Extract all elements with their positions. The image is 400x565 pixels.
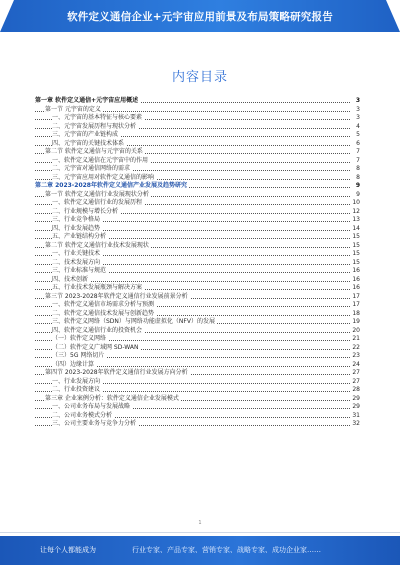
toc-entry[interactable] (35, 361, 360, 370)
toc-entry-title: 二、公司业务模式分析 (52, 411, 113, 419)
toc-entry[interactable] (35, 327, 360, 336)
toc-entry-title: 三、元宇宙应用对软件定义通信的影响 (52, 173, 155, 181)
toc-entry-page: 9 (350, 182, 360, 191)
footer-banner (0, 536, 400, 565)
toc-entry-page: 13 (350, 216, 360, 225)
toc-entry-page: 8 (350, 174, 360, 183)
toc-entry-page: 10 (350, 199, 360, 208)
toc-entry-title: 三、元宇宙的产业链构成 (52, 131, 119, 138)
toc-entry-title: 一、元宇宙的基本特征与核心要素 (52, 114, 143, 121)
toc-entry[interactable] (35, 420, 360, 429)
toc-entry-title: 第二节 软件定义通信与元宇宙的关系 (45, 148, 143, 155)
toc-entry-title: （四）边缘计算 (52, 360, 95, 368)
toc-entry-page: 29 (350, 395, 360, 404)
toc-entry-page: 21 (350, 335, 360, 344)
toc-entry[interactable] (35, 395, 360, 404)
toc-entry-page: 20 (350, 327, 360, 336)
toc-entry-page: 7 (350, 157, 360, 166)
table-of-contents (35, 97, 360, 429)
toc-entry-title: 四、技术创新 (52, 275, 89, 283)
toc-entry-page: 8 (350, 165, 360, 174)
toc-entry-page: 22 (350, 344, 360, 353)
toc-entry-title: 二、元宇宙发展历程与现状分析 (52, 122, 137, 130)
toc-entry-title: 二、元宇宙对通信网络的需求 (52, 165, 131, 172)
header-banner (0, 0, 400, 32)
toc-entry-page: 3 (350, 106, 360, 115)
toc-entry-title: 四、行业发展趋势 (52, 224, 101, 232)
toc-entry[interactable] (35, 174, 360, 183)
toc-entry-title: 一、软件定义通信在元宇宙中的作用 (52, 156, 149, 164)
toc-entry[interactable] (35, 412, 360, 421)
toc-entry[interactable] (35, 123, 360, 132)
toc-entry[interactable] (35, 310, 360, 319)
toc-entry[interactable] (35, 284, 360, 293)
toc-entry-page: 27 (350, 369, 360, 378)
toc-entry-page: 17 (350, 293, 360, 302)
footer-lead: 让每个人都能成为 (40, 546, 96, 554)
toc-entry[interactable] (35, 131, 360, 140)
toc-entry[interactable] (35, 157, 360, 166)
toc-entry[interactable] (35, 114, 360, 123)
toc-entry[interactable] (35, 165, 360, 174)
toc-entry-page: 4 (350, 123, 360, 132)
toc-entry[interactable] (35, 148, 360, 157)
toc-entry[interactable] (35, 140, 360, 149)
toc-entry-title: （一）软件定义网络 (52, 335, 107, 342)
toc-entry[interactable] (35, 318, 360, 327)
toc-entry-page: 5 (350, 131, 360, 140)
toc-entry[interactable] (35, 199, 360, 208)
page-number: 1 (198, 520, 202, 526)
toc-entry[interactable] (35, 335, 360, 344)
toc-entry[interactable] (35, 369, 360, 378)
toc-entry-title: 第一节 软件定义通信行业发展现状分析 (45, 190, 149, 198)
toc-entry-page: 15 (350, 259, 360, 268)
toc-entry-page: 28 (350, 386, 360, 395)
toc-entry[interactable] (35, 225, 360, 234)
toc-entry-title: 一、软件定义通信行业的发展历程 (52, 199, 143, 206)
toc-entry-title: 一、行业关键技术 (52, 250, 101, 257)
toc-entry-page: 12 (350, 208, 360, 217)
toc-entry-title: 二、行业规模与增长分析 (52, 207, 119, 215)
toc-entry[interactable] (35, 182, 360, 191)
toc-entry[interactable] (35, 378, 360, 387)
toc-entry-title: 第二节 软件定义通信行业技术发展现状 (45, 241, 149, 249)
toc-entry-page: 16 (350, 267, 360, 276)
toc-entry-title: 五、行业技术发展瓶颈与解决方案 (52, 284, 143, 291)
toc-entry-page: 15 (350, 242, 360, 251)
report-title: 软件定义通信企业+元宇宙应用前景及布局策略研究报告 (67, 11, 333, 23)
toc-entry[interactable] (35, 276, 360, 285)
toc-entry-title: 第一节 元宇宙的定义 (45, 105, 101, 113)
toc-entry-title: 三、公司主要业务与竞争力分析 (52, 420, 137, 427)
toc-entry-page: 29 (350, 403, 360, 412)
toc-entry-page: 15 (350, 233, 360, 242)
toc-entry-page: 7 (350, 148, 360, 157)
toc-entry-title: 第一章 软件定义通信+元宇宙应用概述 (35, 97, 139, 104)
toc-entry[interactable] (35, 97, 360, 106)
toc-entry[interactable] (35, 208, 360, 217)
toc-entry-title: 三、行业竞争格局 (52, 216, 101, 223)
toc-entry-title: 二、行业投资建议 (52, 386, 101, 393)
toc-entry-title: （三）5G 网络切片 (52, 352, 105, 359)
toc-entry[interactable] (35, 403, 360, 412)
toc-entry-title: 第四节 2023-2028年软件定义通信行业发展方向分析 (45, 369, 188, 376)
toc-entry-title: 二、软件定义通信技术发展与创新趋势 (52, 309, 155, 317)
toc-entry-page: 9 (350, 191, 360, 200)
toc-entry-title: 四、软件定义通信行业的投资机会 (52, 326, 143, 334)
toc-entry-title: 第三章 企业案例分析：软件定义通信企业发展模式 (45, 394, 179, 402)
toc-entry[interactable] (35, 352, 360, 361)
toc-entry[interactable] (35, 191, 360, 200)
toc-entry-title: 二、技术发展方向 (52, 258, 101, 266)
toc-entry-page: 19 (350, 318, 360, 327)
toc-entry-title: 第三节 2023-2028年软件定义通信行业发展前景分析 (45, 292, 188, 300)
toc-entry-title: 五、产业链结构分析 (52, 233, 107, 240)
toc-entry-page: 24 (350, 361, 360, 370)
toc-entry-page: 3 (350, 97, 360, 106)
toc-entry[interactable] (35, 386, 360, 395)
toc-entry[interactable] (35, 233, 360, 242)
toc-entry-page: 27 (350, 378, 360, 387)
toc-entry-page: 18 (350, 310, 360, 319)
footer-divider (0, 532, 400, 533)
toc-heading: 内容目录 (171, 70, 228, 85)
toc-entry[interactable] (35, 259, 360, 268)
toc-entry-page: 6 (350, 140, 360, 149)
toc-entry-title: 一、行业发展方向 (52, 377, 101, 385)
toc-entry-title: 三、软件定义网络（SDN）与网络功能虚拟化（NFV）的发展 (52, 318, 215, 325)
toc-entry[interactable] (35, 267, 360, 276)
toc-entry[interactable] (35, 106, 360, 115)
toc-entry-title: 三、行业标准与规范 (52, 267, 107, 274)
toc-entry-title: 第二章 2023-2028年软件定义通信产业发展及趋势研究 (35, 182, 187, 189)
footer-tail: 行业专家、产品专家、营销专家、战略专家、成功企业家…… (132, 546, 321, 554)
toc-entry-page: 32 (350, 420, 360, 429)
toc-entry[interactable] (35, 293, 360, 302)
toc-entry[interactable] (35, 301, 360, 310)
toc-entry-page: 17 (350, 301, 360, 310)
toc-entry-title: 一、软件定义通信市场需求分析与预测 (52, 301, 155, 308)
toc-entry[interactable] (35, 250, 360, 259)
toc-entry-page: 23 (350, 352, 360, 361)
toc-entry[interactable] (35, 344, 360, 353)
toc-entry-page: 16 (350, 284, 360, 293)
toc-entry[interactable] (35, 216, 360, 225)
toc-entry-title: 四、元宇宙的关键技术体系 (52, 139, 125, 147)
toc-entry-page: 16 (350, 276, 360, 285)
toc-entry[interactable] (35, 242, 360, 251)
toc-entry-page: 14 (350, 225, 360, 234)
toc-entry-title: 一、公司业务布局与发展战略 (52, 403, 131, 410)
toc-entry-page: 3 (350, 114, 360, 123)
toc-entry-title: （二）软件定义广域网 SD-WAN (52, 343, 139, 351)
toc-entry-page: 15 (350, 250, 360, 259)
toc-entry-page: 31 (350, 412, 360, 421)
